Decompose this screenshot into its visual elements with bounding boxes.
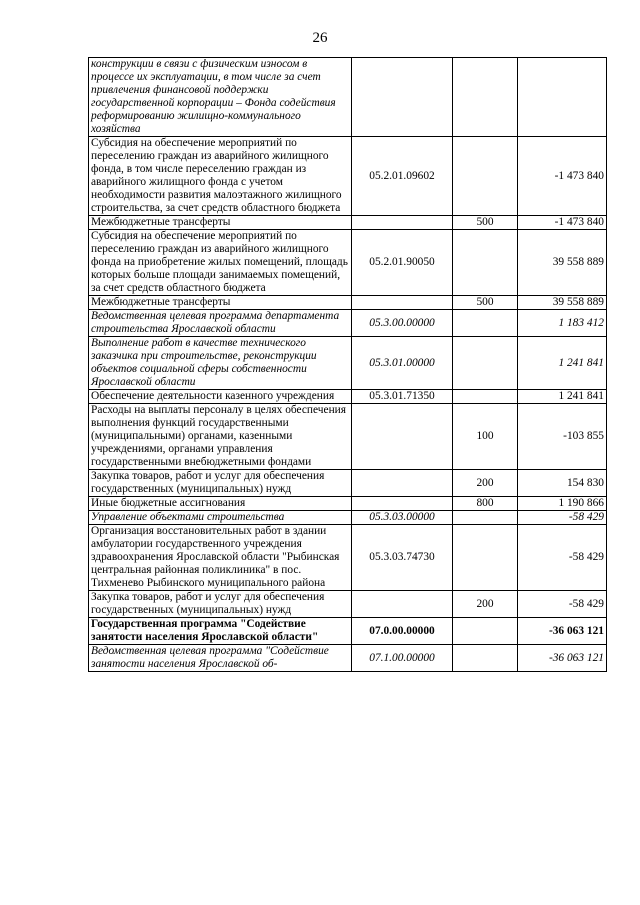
- row-expense-type-cell: 500: [453, 216, 518, 230]
- row-expense-type-cell: [453, 390, 518, 404]
- row-code-cell: 05.3.01.71350: [352, 390, 453, 404]
- table-row: [89, 645, 607, 672]
- row-expense-type-cell: [453, 337, 518, 390]
- row-name-cell: Выполнение работ в качестве технического заказчика при строительстве, реконструкции объектов социальной сферы собственности Ярославской области: [89, 337, 352, 390]
- row-name-cell: Ведомственная целевая программа департамента строительства Ярославской области: [89, 310, 352, 337]
- row-code-cell: [352, 404, 453, 470]
- table-row: [89, 497, 607, 511]
- row-amount-cell: -1 473 840: [518, 137, 607, 216]
- row-expense-type-cell: [453, 310, 518, 337]
- row-amount-cell: -36 063 121: [518, 618, 607, 645]
- row-code-cell: 05.3.03.74730: [352, 525, 453, 591]
- row-amount-cell: -1 473 840: [518, 216, 607, 230]
- row-name-cell: Межбюджетные трансферты: [89, 296, 352, 310]
- row-name-cell: Закупка товаров, работ и услуг для обеспечения государственных (муниципальных) нужд: [89, 470, 352, 497]
- row-name-cell: Расходы на выплаты персоналу в целях обеспечения выполнения функций государственными (муниципальными) органами, казенными учреждениями, органами управления государственными внебюджетными фондами: [89, 404, 352, 470]
- row-amount-cell: 1 241 841: [518, 390, 607, 404]
- row-name-cell: Межбюджетные трансферты: [89, 216, 352, 230]
- table-row: [89, 337, 607, 390]
- row-amount-cell: -58 429: [518, 525, 607, 591]
- budget-table: [88, 57, 607, 672]
- row-code-cell: [352, 216, 453, 230]
- row-code-cell: [352, 591, 453, 618]
- row-amount-cell: 1 190 866: [518, 497, 607, 511]
- row-amount-cell: -36 063 121: [518, 645, 607, 672]
- table-row: [89, 296, 607, 310]
- row-expense-type-cell: 100: [453, 404, 518, 470]
- row-amount-cell: -103 855: [518, 404, 607, 470]
- row-amount-cell: -58 429: [518, 591, 607, 618]
- row-code-cell: [352, 470, 453, 497]
- row-code-cell: 05.3.00.00000: [352, 310, 453, 337]
- row-name-cell: Организация восстановительных работ в здании амбулатории государственного учреждения здравоохранения Ярославской области "Рыбинская центральная районная поликлиника" в пос. Тихменево Рыбинского муниципального района: [89, 525, 352, 591]
- row-name-cell: Закупка товаров, работ и услуг для обеспечения государственных (муниципальных) нужд: [89, 591, 352, 618]
- row-expense-type-cell: [453, 230, 518, 296]
- row-code-cell: [352, 296, 453, 310]
- table-row: [89, 390, 607, 404]
- row-name-cell: конструкции в связи с физическим износом в процессе их эксплуатации, в том числе за счет привлечения финансовой поддержки государственной корпорации – Фонда содействия реформированию жилищно-коммунального хозяйства: [89, 58, 352, 137]
- row-code-cell: [352, 497, 453, 511]
- row-name-cell: Субсидия на обеспечение мероприятий по переселению граждан из аварийного жилищного фонда на приобретение жилых помещений, площадь которых больше площади занимаемых помещений, за счет средств областного бюджета: [89, 230, 352, 296]
- row-name-cell: Иные бюджетные ассигнования: [89, 497, 352, 511]
- row-amount-cell: -58 429: [518, 511, 607, 525]
- row-code-cell: 07.1.00.00000: [352, 645, 453, 672]
- table-row: [89, 58, 607, 137]
- row-name-cell: Ведомственная целевая программа "Содействие занятости населения Ярославской об-: [89, 645, 352, 672]
- row-expense-type-cell: [453, 525, 518, 591]
- row-expense-type-cell: 200: [453, 470, 518, 497]
- row-amount-cell: 154 830: [518, 470, 607, 497]
- page-number: 26: [312, 30, 328, 46]
- row-expense-type-cell: 200: [453, 591, 518, 618]
- table-row: [89, 591, 607, 618]
- row-amount-cell: 39 558 889: [518, 230, 607, 296]
- row-expense-type-cell: 500: [453, 296, 518, 310]
- row-code-cell: 05.3.01.00000: [352, 337, 453, 390]
- row-name-cell: Управление объектами строительства: [89, 511, 352, 525]
- row-code-cell: 05.2.01.09602: [352, 137, 453, 216]
- table-row: [89, 404, 607, 470]
- row-expense-type-cell: [453, 137, 518, 216]
- row-code-cell: [352, 58, 453, 137]
- table-row: [89, 137, 607, 216]
- row-code-cell: 07.0.00.00000: [352, 618, 453, 645]
- table-row: [89, 216, 607, 230]
- row-code-cell: 05.3.03.00000: [352, 511, 453, 525]
- row-amount-cell: 1 183 412: [518, 310, 607, 337]
- row-amount-cell: 39 558 889: [518, 296, 607, 310]
- row-expense-type-cell: [453, 511, 518, 525]
- row-expense-type-cell: [453, 645, 518, 672]
- row-expense-type-cell: [453, 618, 518, 645]
- row-amount-cell: [518, 58, 607, 137]
- budget-table-body: [89, 58, 607, 672]
- row-name-cell: Субсидия на обеспечение мероприятий по переселению граждан из аварийного жилищного фонда, в том числе переселению граждан из аварийного жилищного фонда с учетом необходимости развития малоэтажного жилищного строительства, за счет средств областного бюджета: [89, 137, 352, 216]
- row-name-cell: Государственная программа "Содействие занятости населения Ярославской области": [89, 618, 352, 645]
- row-name-cell: Обеспечение деятельности казенного учреждения: [89, 390, 352, 404]
- table-row: [89, 470, 607, 497]
- table-row: [89, 230, 607, 296]
- row-expense-type-cell: 800: [453, 497, 518, 511]
- table-row: [89, 525, 607, 591]
- table-row: [89, 511, 607, 525]
- table-row: [89, 618, 607, 645]
- row-code-cell: 05.2.01.90050: [352, 230, 453, 296]
- row-amount-cell: 1 241 841: [518, 337, 607, 390]
- table-row: [89, 310, 607, 337]
- row-expense-type-cell: [453, 58, 518, 137]
